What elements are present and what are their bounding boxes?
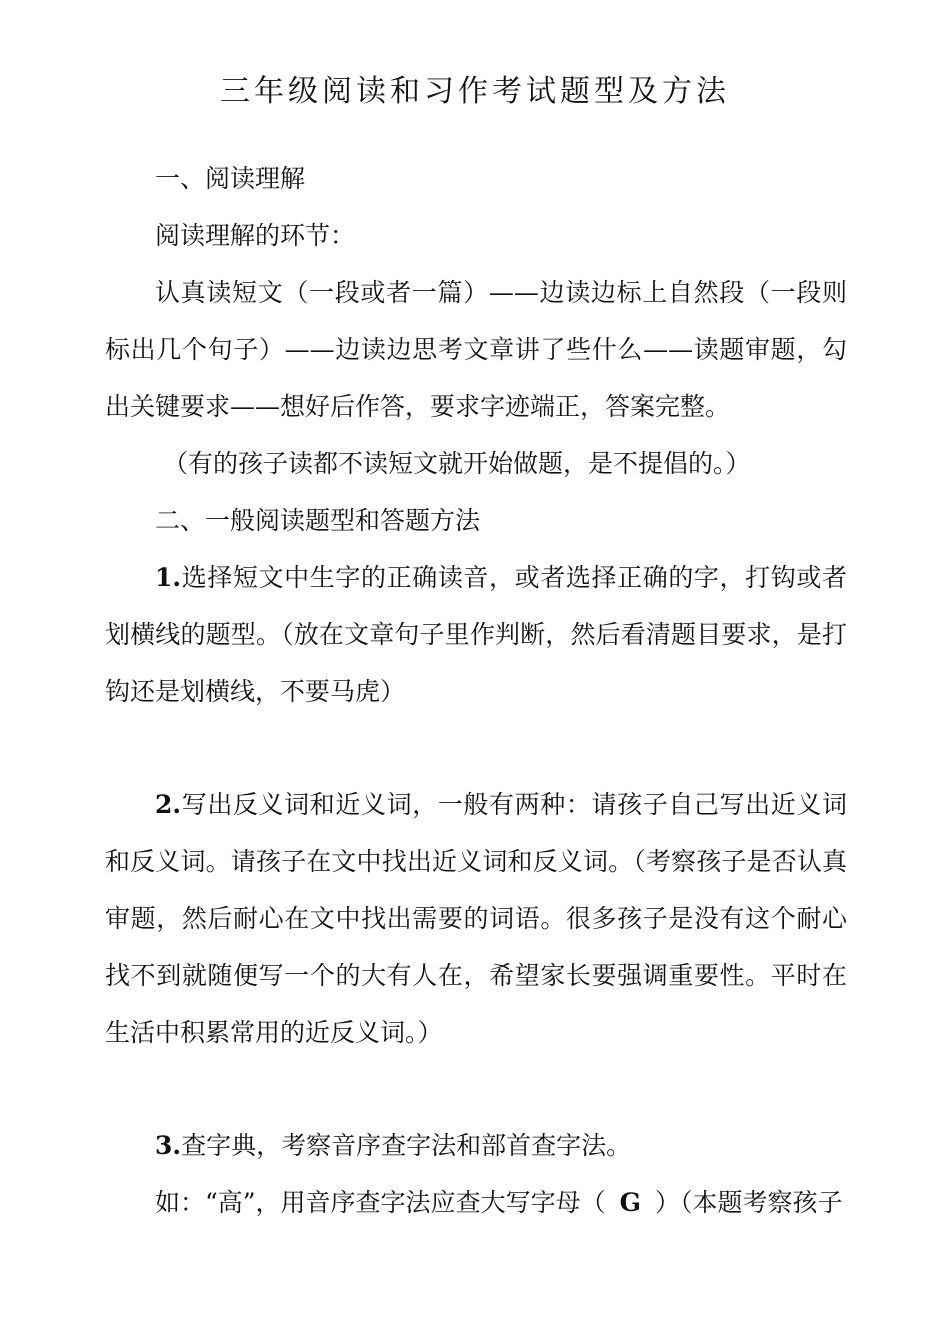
section-heading-reading: 一、阅读理解 <box>155 164 306 193</box>
item-2-number: 2. <box>155 790 182 819</box>
example-paragraph <box>105 1174 847 1231</box>
item-2-text: 写出反义词和近义词，一般有两种：请孩子自己写出近义词和反义词。请孩子在文中找出近义词和反义词。（考察孩子是否认真审题，然后耐心在文中找出需要的词语。很多孩子是没有这个耐心找不到就随便写一个的大有人在，希望家长要强调重要性。平时在生活中积累常用的近反义词。） <box>105 790 847 1047</box>
item-3-paragraph <box>105 1117 847 1174</box>
item-1-number: 1. <box>155 563 182 592</box>
document-title: 三年级阅读和习作考试题型及方法 <box>220 74 730 109</box>
item-3-text: 查字典，考察音序查字法和部首查字法。 <box>181 1131 632 1160</box>
example-prefix: 如：“高”，用音序查字法应查大写字母（ <box>155 1188 606 1217</box>
reading-steps-paragraph: 认真读短文（一段或者一篇）——边读边标上自然段（一段则标出几个句子）——边读边思考文章讲了些什么——读题审题，勾出关键要求——想好后作答，要求字迹端正，答案完整。 <box>105 278 847 421</box>
item-2-paragraph <box>105 776 847 1061</box>
reading-steps-label: 阅读理解的环节： <box>155 221 356 250</box>
section-heading-question-types: 二、一般阅读题型和答题方法 <box>155 506 481 535</box>
item-1-paragraph <box>105 549 847 720</box>
item-3-number: 3. <box>155 1131 182 1160</box>
example-answer: G <box>619 1188 641 1217</box>
example-suffix: ）（本题考察孩子 <box>654 1188 843 1217</box>
item-1-text: 选择短文中生字的正确读音，或者选择正确的字，打钩或者划横线的题型。（放在文章句子里作判断，然后看清题目要求，是打钩还是划横线，不要马虎） <box>105 563 847 706</box>
reading-note: （有的孩子读都不读短文就开始做题，是不提倡的。） <box>163 449 751 478</box>
